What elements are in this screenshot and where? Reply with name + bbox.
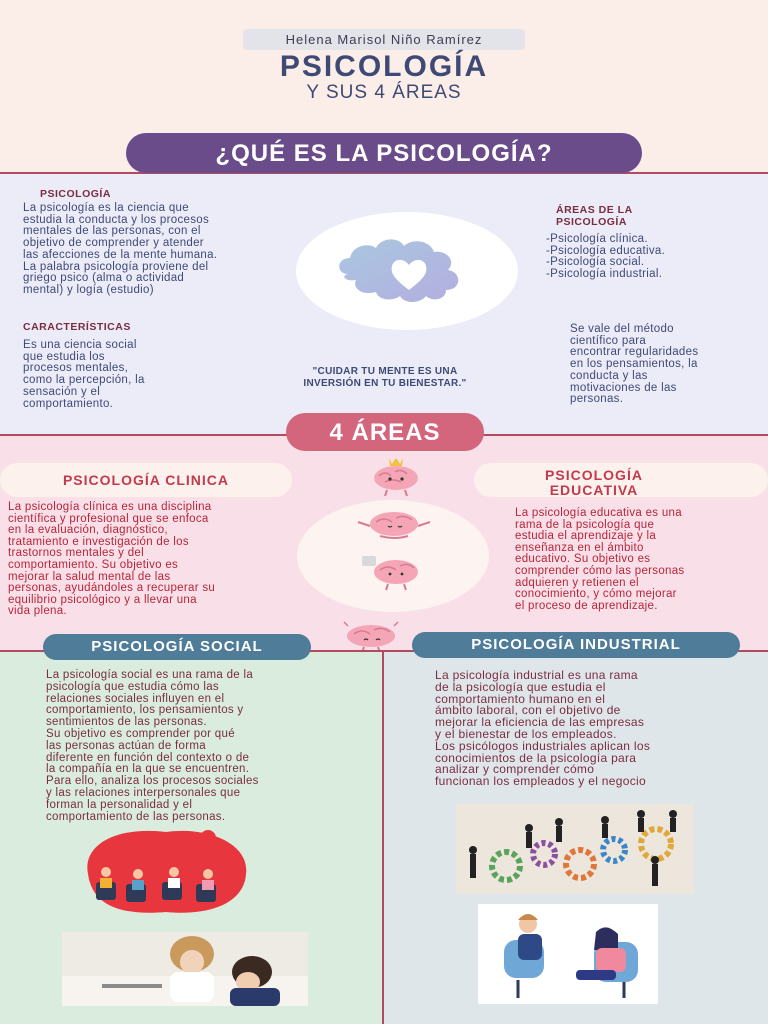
metodo-text: Se vale del método científico para encontrar regularidades en los pensamientos, la conducta y las motivaciones de las personas. (570, 323, 699, 406)
caracteristicas-heading: CARACTERÍSTICAS (23, 321, 131, 333)
areas-banner: 4 ÁREAS (286, 413, 484, 451)
cloud-brain-heart-icon (296, 212, 518, 330)
intro-banner: ¿QUÉ ES LA PSICOLOGÍA? (126, 133, 642, 173)
crowned-brain-icon (365, 452, 427, 498)
industrial-text: La psicología industrial es una rama de la psicología que estudia el comportamiento humano en el ámbito laboral, con el objetivo de mejorar la eficiencia de las empresas y el bienestar de los empleados. Los psicólogos industriales aplican los conocimientos de la psicología para analizar y comprender cómo funcionan los empleados y el negocio (435, 668, 651, 789)
brain-illustration-oval (296, 212, 518, 330)
list-item: -Psicología industrial. (546, 267, 663, 280)
page-subtitle: Y SUS 4 ÁREAS (306, 82, 462, 103)
gears-teamwork-illustration (456, 804, 694, 894)
clinica-heading: PSICOLOGÍA CLINICA (62, 472, 230, 488)
meditating-brain-icon (354, 508, 434, 542)
psicologia-text: La psicología es la ciencia que estudia la conducta y los procesos mentales de las personas, con el objetivo de comprender y atender las afecciones de la mente humana. La palabra psicología proviene del griego psico (alma o actividad mental) y logía (estudio) (23, 202, 218, 296)
psicologia-heading: PSICOLOGÍA (40, 188, 111, 200)
list-item: -Psicología social. (546, 256, 645, 268)
group-therapy-illustration (78, 824, 254, 916)
areas-list-heading: ÁREAS DE LA PSICOLOGÍA (556, 204, 633, 228)
educativa-heading: PSICOLOGÍA EDUCATIVA (545, 467, 643, 498)
author-name: Helena Marisol Niño Ramírez (243, 29, 525, 50)
areas-list (546, 234, 665, 280)
industrial-heading: PSICOLOGÍA INDUSTRIAL (412, 632, 740, 658)
thinking-brain-icon (360, 554, 426, 592)
social-heading: PSICOLOGÍA SOCIAL (43, 634, 311, 660)
page-title: PSICOLOGÍA (279, 50, 489, 83)
quote: "CUIDAR TU MENTE ES UNA INVERSIÓN EN TU BIENESTAR." (303, 366, 467, 389)
clinica-text: La psicología clínica es una disciplina científica y profesional que se enfoca en la evaluación, diagnóstico, tratamiento e investigación de los trastornos mentales y del comportamiento. Su objetivo es mejorar la salud mental de las personas, ayudándoles a recuperar su equilibrio psicológico y a llevar una vida plena. (8, 501, 216, 618)
list-item: -Psicología clínica. (546, 233, 648, 245)
mother-child-photo (62, 932, 308, 1006)
educativa-text: La psicología educativa es una rama de la psicología que estudia el aprendizaje y la enseñanza en el ámbito educativo. Su objetivo es comprender cómo las personas adquieren y retienen el conocimiento, y cómo mejorar el proceso de aprendizaje. (515, 507, 685, 612)
caracteristicas-text: Es una ciencia social que estudia los procesos mentales, como la percepción, la sensación y el comportamiento. (23, 339, 145, 410)
list-item: -Psicología educativa. (546, 244, 666, 257)
therapy-session-illustration (478, 904, 658, 1004)
social-text: La psicología social es una rama de la psicología que estudia cómo las relaciones sociales influyen en el comportamiento, los pensamientos y sentimientos de las personas. Su objetivo es comprender por qué las personas actúan de forma diferente en función del contexto o de la compañía en la que se encuentren. Para ello, analiza los procesos sociales y las relaciones interpersonales que forman la personalidad y el comportamiento de las personas. (46, 669, 259, 823)
